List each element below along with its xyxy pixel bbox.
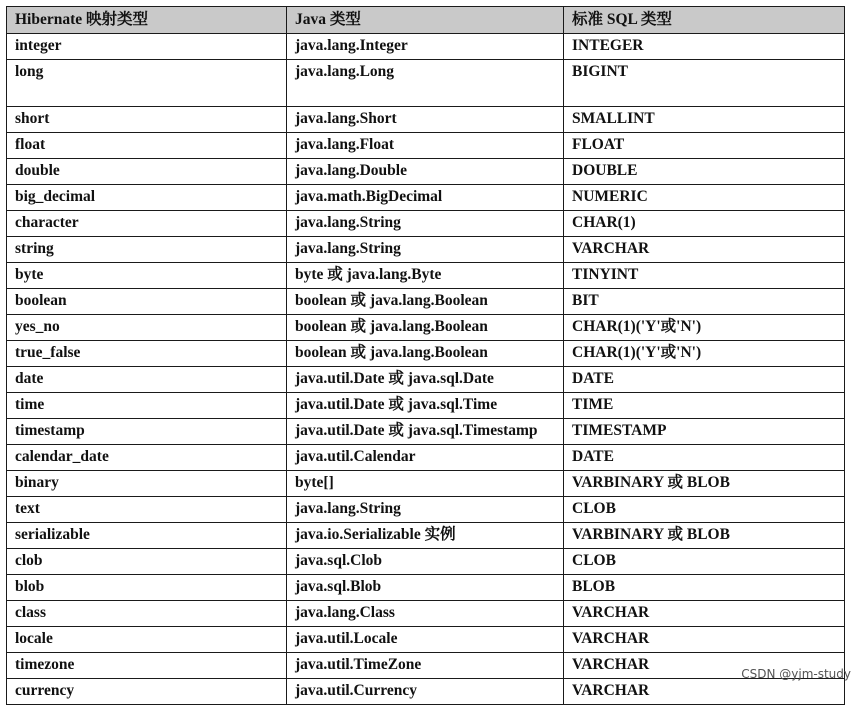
cell-sql-type: CHAR(1) [564, 211, 845, 237]
table-row [7, 679, 845, 705]
cell-sql-type: INTEGER [564, 34, 845, 60]
cell-hibernate-type: float [7, 133, 287, 159]
table-row [7, 211, 845, 237]
cell-sql-type: TIME [564, 393, 845, 419]
cell-hibernate-type: long [7, 60, 287, 107]
cell-java-type: boolean 或 java.lang.Boolean [287, 341, 564, 367]
cell-sql-type: VARCHAR [564, 601, 845, 627]
cell-sql-type: FLOAT [564, 133, 845, 159]
cell-hibernate-type: currency [7, 679, 287, 705]
cell-hibernate-type: clob [7, 549, 287, 575]
cell-hibernate-type: string [7, 237, 287, 263]
cell-sql-type: VARCHAR [564, 653, 845, 679]
cell-sql-type: DATE [564, 445, 845, 471]
type-mapping-table-container [6, 6, 844, 705]
cell-java-type: java.lang.String [287, 211, 564, 237]
cell-hibernate-type: character [7, 211, 287, 237]
table-row [7, 34, 845, 60]
cell-java-type: byte 或 java.lang.Byte [287, 263, 564, 289]
cell-java-type: java.util.TimeZone [287, 653, 564, 679]
cell-java-type: java.lang.String [287, 497, 564, 523]
cell-java-type: java.util.Currency [287, 679, 564, 705]
cell-hibernate-type: serializable [7, 523, 287, 549]
cell-sql-type: CLOB [564, 549, 845, 575]
cell-hibernate-type: integer [7, 34, 287, 60]
cell-hibernate-type: text [7, 497, 287, 523]
table-row [7, 289, 845, 315]
cell-hibernate-type: byte [7, 263, 287, 289]
cell-hibernate-type: binary [7, 471, 287, 497]
cell-hibernate-type: time [7, 393, 287, 419]
table-row [7, 341, 845, 367]
table-row [7, 133, 845, 159]
cell-sql-type: SMALLINT [564, 107, 845, 133]
cell-java-type: java.io.Serializable 实例 [287, 523, 564, 549]
cell-sql-type: CHAR(1)('Y'或'N') [564, 315, 845, 341]
cell-sql-type: DATE [564, 367, 845, 393]
cell-java-type: java.util.Calendar [287, 445, 564, 471]
table-row [7, 60, 845, 107]
cell-hibernate-type: timezone [7, 653, 287, 679]
cell-sql-type: VARCHAR [564, 627, 845, 653]
cell-java-type: java.util.Date 或 java.sql.Time [287, 393, 564, 419]
cell-java-type: java.lang.String [287, 237, 564, 263]
cell-java-type: java.lang.Class [287, 601, 564, 627]
cell-java-type: java.lang.Long [287, 60, 564, 107]
table-row [7, 159, 845, 185]
cell-hibernate-type: calendar_date [7, 445, 287, 471]
cell-java-type: java.sql.Clob [287, 549, 564, 575]
cell-java-type: java.lang.Double [287, 159, 564, 185]
cell-hibernate-type: class [7, 601, 287, 627]
cell-sql-type: CLOB [564, 497, 845, 523]
table-row [7, 445, 845, 471]
table-row [7, 315, 845, 341]
table-header [7, 7, 845, 34]
cell-hibernate-type: big_decimal [7, 185, 287, 211]
table-row [7, 107, 845, 133]
cell-sql-type: VARBINARY 或 BLOB [564, 523, 845, 549]
cell-sql-type: BIT [564, 289, 845, 315]
cell-sql-type: TIMESTAMP [564, 419, 845, 445]
cell-java-type: java.lang.Integer [287, 34, 564, 60]
table-row [7, 653, 845, 679]
cell-sql-type: BLOB [564, 575, 845, 601]
cell-hibernate-type: timestamp [7, 419, 287, 445]
table-row [7, 601, 845, 627]
header-sql-type: 标准 SQL 类型 [564, 7, 845, 34]
table-row [7, 575, 845, 601]
cell-java-type: java.util.Date 或 java.sql.Date [287, 367, 564, 393]
header-row [7, 7, 845, 34]
table-row [7, 419, 845, 445]
table-row [7, 471, 845, 497]
cell-sql-type: DOUBLE [564, 159, 845, 185]
cell-hibernate-type: date [7, 367, 287, 393]
cell-hibernate-type: yes_no [7, 315, 287, 341]
table-row [7, 497, 845, 523]
table-row [7, 523, 845, 549]
cell-sql-type: CHAR(1)('Y'或'N') [564, 341, 845, 367]
cell-sql-type: VARCHAR [564, 679, 845, 705]
table-row [7, 263, 845, 289]
cell-java-type: java.math.BigDecimal [287, 185, 564, 211]
cell-java-type: java.lang.Short [287, 107, 564, 133]
cell-hibernate-type: double [7, 159, 287, 185]
table-row [7, 367, 845, 393]
cell-sql-type: VARCHAR [564, 237, 845, 263]
cell-hibernate-type: locale [7, 627, 287, 653]
table-row [7, 627, 845, 653]
cell-java-type: java.sql.Blob [287, 575, 564, 601]
cell-hibernate-type: true_false [7, 341, 287, 367]
cell-java-type: boolean 或 java.lang.Boolean [287, 315, 564, 341]
type-mapping-table [6, 6, 845, 705]
cell-hibernate-type: blob [7, 575, 287, 601]
cell-sql-type: VARBINARY 或 BLOB [564, 471, 845, 497]
cell-java-type: java.util.Locale [287, 627, 564, 653]
cell-sql-type: NUMERIC [564, 185, 845, 211]
table-body [7, 34, 845, 705]
watermark: CSDN @yjm-study [741, 667, 851, 681]
cell-sql-type: BIGINT [564, 60, 845, 107]
table-row [7, 185, 845, 211]
cell-java-type: boolean 或 java.lang.Boolean [287, 289, 564, 315]
table-row [7, 237, 845, 263]
cell-java-type: java.lang.Float [287, 133, 564, 159]
table-row [7, 393, 845, 419]
cell-java-type: java.util.Date 或 java.sql.Timestamp [287, 419, 564, 445]
table-row [7, 549, 845, 575]
cell-java-type: byte[] [287, 471, 564, 497]
header-hibernate-type: Hibernate 映射类型 [7, 7, 287, 34]
cell-hibernate-type: boolean [7, 289, 287, 315]
cell-hibernate-type: short [7, 107, 287, 133]
cell-sql-type: TINYINT [564, 263, 845, 289]
header-java-type: Java 类型 [287, 7, 564, 34]
